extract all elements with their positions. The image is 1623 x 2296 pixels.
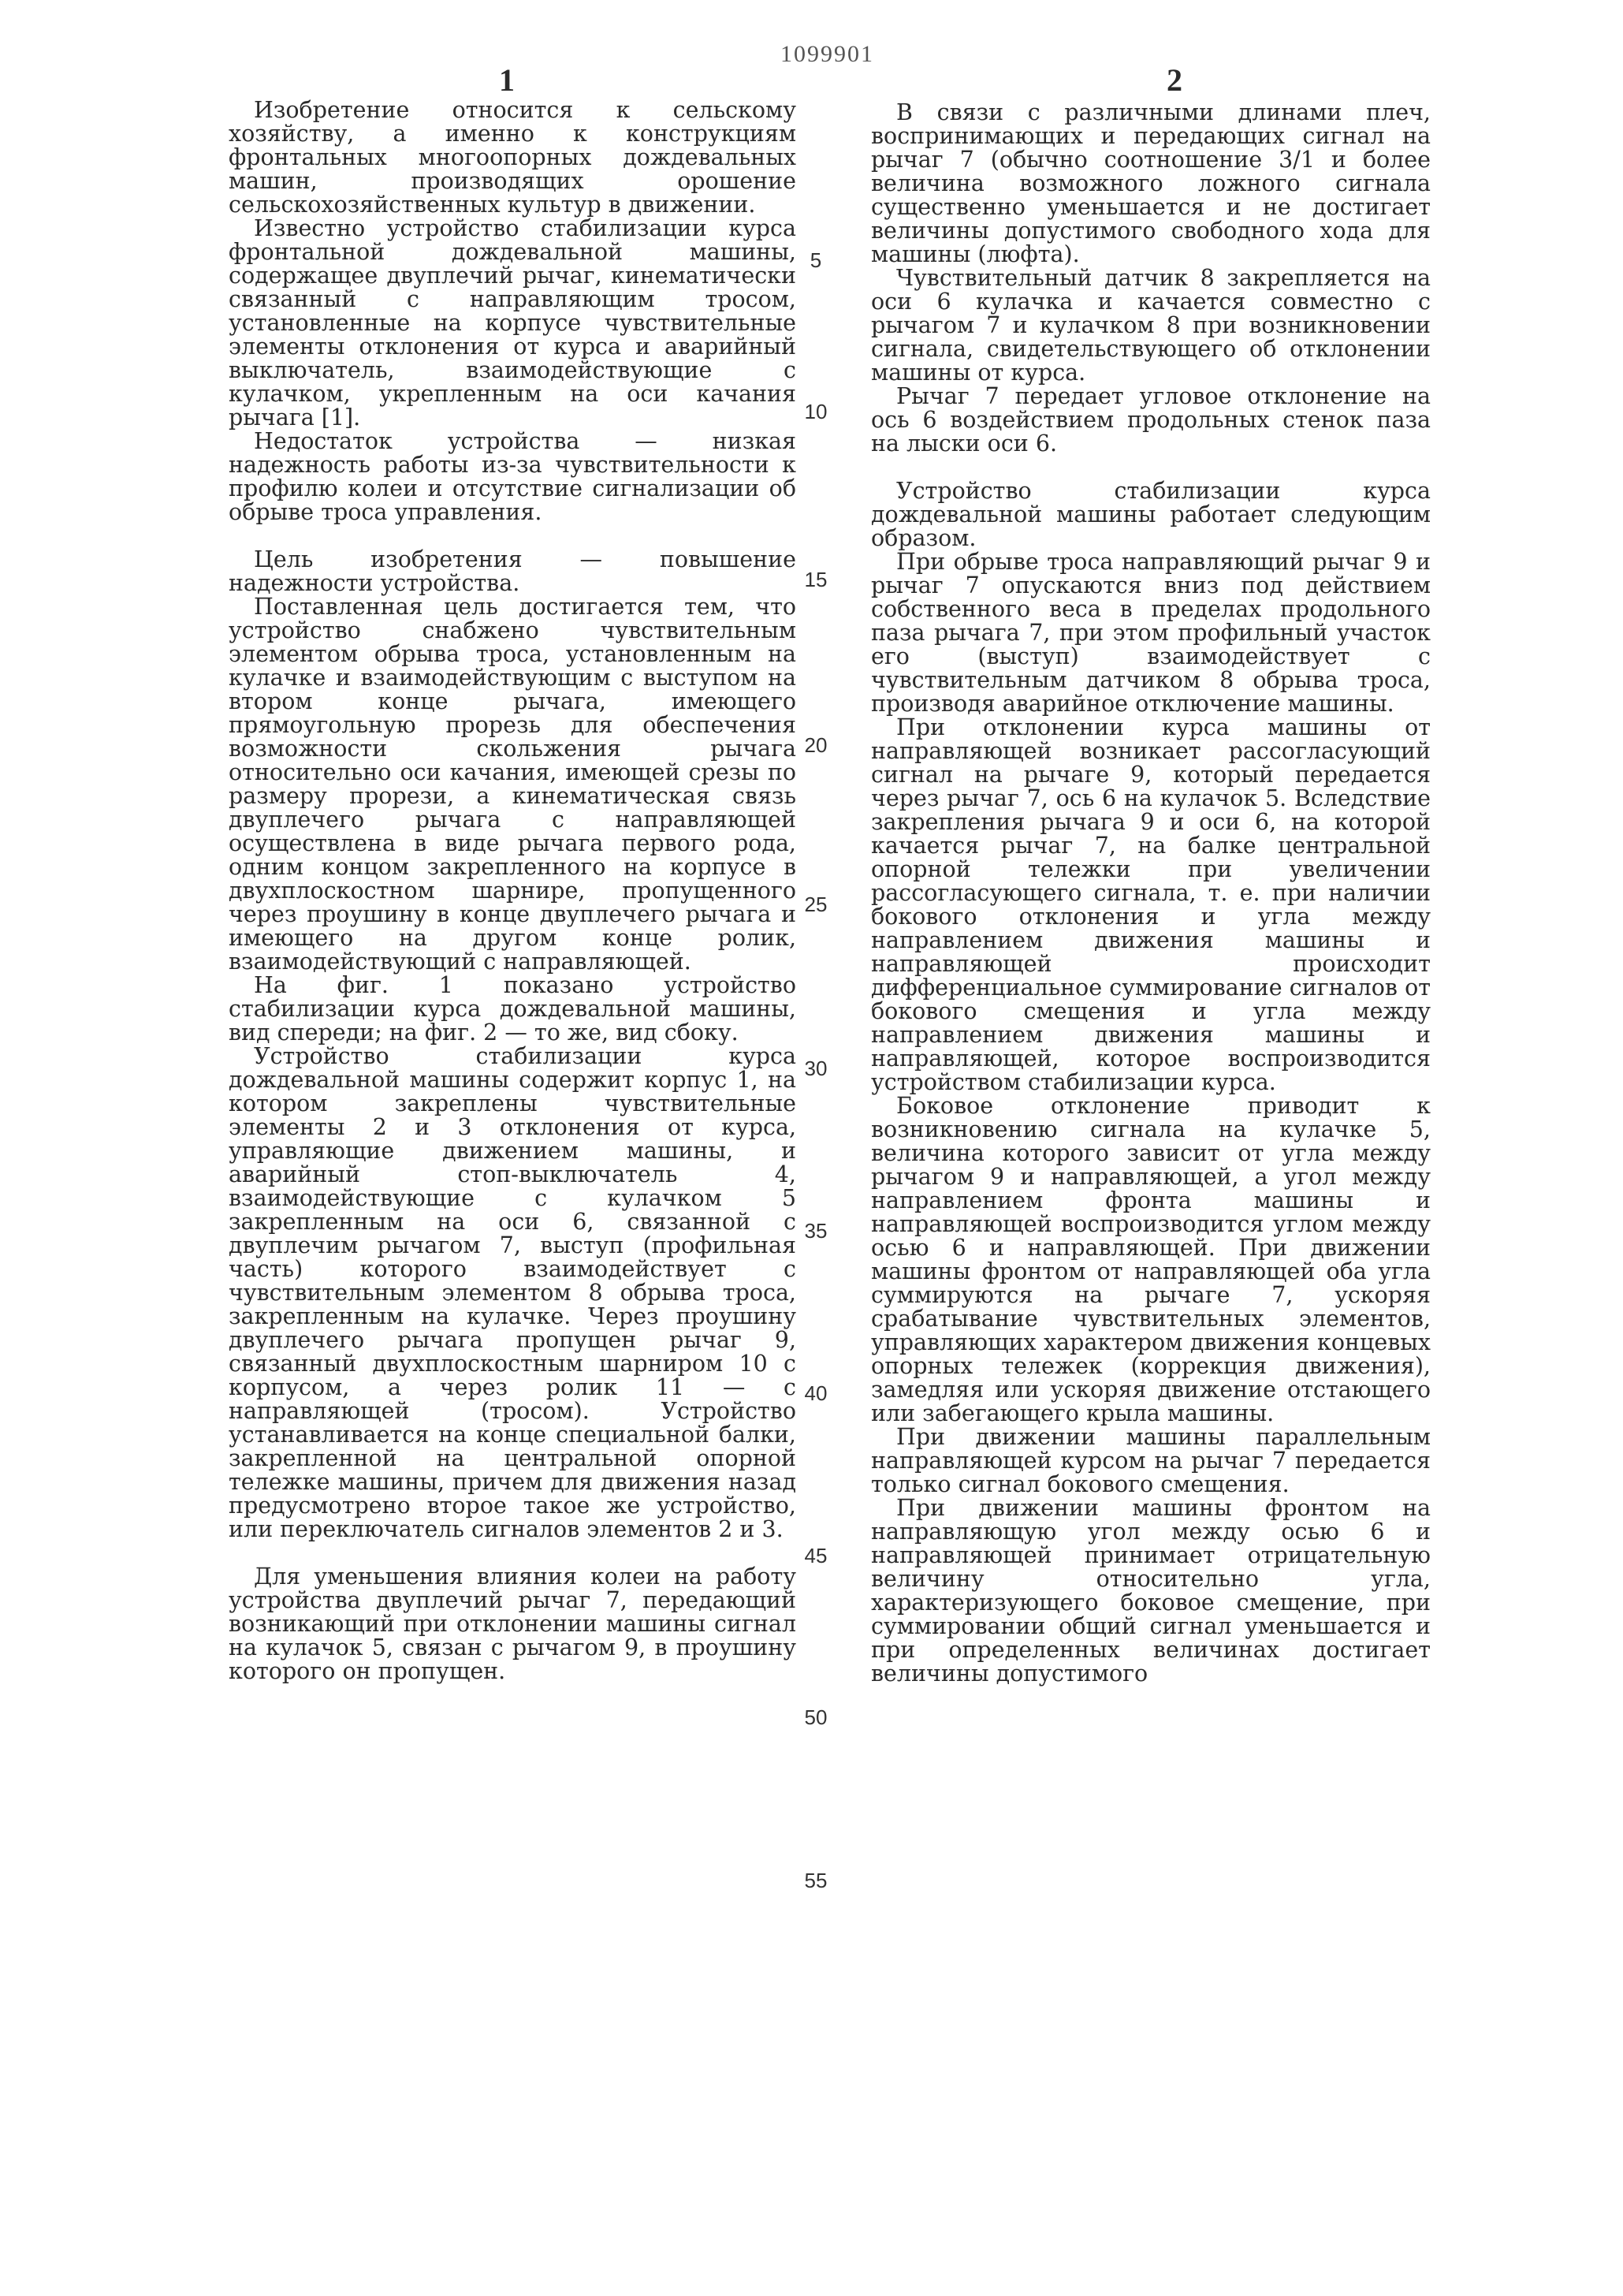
- paragraph: Боковое отклонение приводит к возникновению сигнала на кулачке 5, величина которого зависит от угла между рычагом 9 и направляющей, а угол между направлением фронта машины и направляющей воспроизводится углом между осью 6 и направляющей. При движении машины фронтом от направляющей оба угла суммируются на рычаге 7, ускоряя срабатывание чувствительных элементов, управляющих характером движения концевых опорных тележек (коррекция движения), замедляя или ускоряя движение отстающего или забегающего крыла машины.: [871, 1093, 1431, 1426]
- paragraph: На фиг. 1 показано устройство стабилизации курса дождевальной машины, вид спереди; на фиг. 2 — то же, вид сбоку.: [229, 972, 796, 1046]
- line-number: 40: [804, 1381, 828, 1405]
- paragraph: Рычаг 7 передает угловое отклонение на ось 6 воздействием продольных стенок паза на лыски оси 6.: [871, 383, 1431, 457]
- paragraph: Устройство стабилизации курса дождевальной машины содержит корпус 1, на котором закреплены чувствительные элементы 2 и 3 отклонения от курса, управляющие движением машины, и аварийный стоп-выключатель 4, взаимодействующие с кулачком 5 закрепленным на оси 6, связанной с двуплечим рычагом 7, выступ (профильная часть) которого взаимодействует с чувствительным элементом 8 обрыва троса, закрепленным на кулачке. Через проушину двуплечего рычага пропущен рычаг 9, связанный двухплоскостным шарниром 10 с корпусом, а через ролик 11 — с направляющей (тросом). Устройство устанавливается на конце специальной балки, закрепленной на центральной опорной тележке машины, причем для движения назад предусмотрено второе такое же устройство, или переключатель сигналов элементов 2 и 3.: [229, 1043, 796, 1542]
- line-number: 15: [804, 568, 828, 591]
- line-number: 45: [804, 1544, 828, 1567]
- paragraph: Чувствительный датчик 8 закрепляется на оси 6 кулачка и качается совместно с рычагом 7 и кулачком 8 при возникновении сигнала, свидетельствующего об отклонении машины от курса.: [871, 265, 1431, 386]
- left-column: [229, 99, 796, 1683]
- column-1-number: 1: [499, 62, 515, 98]
- paragraph: Поставленная цель достигается тем, что устройство снабжено чувствительным элементом обрыва троса, установленным на кулачке и взаимодействующим с выступом на втором конце рычага, имеющего прямоугольную прорезь для обеспечения возможности скольжения рычага относительно оси качания, имеющей срезы по размеру прорези, а кинематическая связь двуплечего рычага с направляющей осуществлена в виде рычага первого рода, одним концом закрепленного на корпусе в двухплоскостном шарнире, пропущенного через проушину в конце двуплечего рычага и имеющего на другом конце ролик, взаимодействующий с направляющей.: [229, 594, 796, 975]
- paragraph: При отклонении курса машины от направляющей возникает рассогласующий сигнал на рычаге 9, который передается через рычаг 7, ось 6 на кулачок 5. Вследствие закрепления рычага 9 и оси 6, на которой качается рычаг 7, на балке центральной опорной тележки при увеличении рассогласующего сигнала, т. е. при наличии бокового отклонения и угла между направлением движения машины и направляющей происходит дифференциальное суммирование сигналов от бокового смещения и угла между направлением движения машины и направляющей, которое воспроизводится устройством стабилизации курса.: [871, 714, 1431, 1095]
- column-2-number: 2: [1167, 62, 1182, 98]
- line-number: 30: [804, 1057, 828, 1080]
- paragraph: При обрыве троса направляющий рычаг 9 и рычаг 7 опускаются вниз под действием собственного веса в пределах продольного паза рычага 7, при этом профильный участок его (выступ) взаимодействует с чувствительным датчиком 8 обрыва троса, производя аварийное отключение машины.: [871, 549, 1431, 717]
- paragraph: Для уменьшения влияния колеи на работу устройства двуплечий рычаг 7, передающий возникающий при отклонении машины сигнал на кулачок 5, связан с рычагом 9, в проушину которого он пропущен.: [229, 1564, 796, 1684]
- paragraph: Известно устройство стабилизации курса фронтальной дождевальной машины, содержащее двуплечий рычаг, кинематически связанный с направляющим тросом, установленные на корпусе чувствительные элементы отклонения от курса и аварийный выключатель, взаимодействующие с кулачком, укрепленным на оси качания рычага [1].: [229, 215, 796, 430]
- paragraph: При движении машины фронтом на направляющую угол между осью 6 и направляющей принимает отрицательную величину относительно угла, характеризующего боковое смещение, при суммировании общий сигнал уменьшается и при определенных величинах достигает величины допустимого: [871, 1495, 1431, 1687]
- line-number: 5: [810, 248, 822, 272]
- line-number: 10: [804, 400, 828, 423]
- paragraph: Недостаток устройства — низкая надежность работы из-за чувствительности к профилю колеи и отсутствие сигнализации об обрыве троса управления.: [229, 428, 796, 525]
- document-number: 1099901: [780, 41, 874, 67]
- line-number: 25: [804, 893, 828, 916]
- paragraph: Устройство стабилизации курса дождевальной машины работает следующим образом.: [871, 478, 1431, 551]
- paragraph: Цель изобретения — повышение надежности устройства.: [229, 546, 796, 596]
- right-column: [871, 101, 1431, 1686]
- paragraph: В связи с различными длинами плеч, воспринимающих и передающих сигнал на рычаг 7 (обычно соотношение 3/1 и более величина возможного ложного сигнала существенно уменьшается и не достигает величины допустимого свободного хода для машины (люфта).: [871, 99, 1431, 267]
- line-number: 50: [804, 1705, 828, 1729]
- paragraph: При движении машины параллельным направляющей курсом на рычаг 7 передается только сигнал бокового смещения.: [871, 1424, 1431, 1497]
- paragraph: Изобретение относится к сельскому хозяйству, а именно к конструкциям фронтальных многоопорных дождевальных машин, производящих орошение сельскохозяйственных культур в движении.: [229, 97, 796, 218]
- line-number: 55: [804, 1869, 828, 1892]
- line-number: 35: [804, 1219, 828, 1243]
- line-number: 20: [804, 733, 828, 757]
